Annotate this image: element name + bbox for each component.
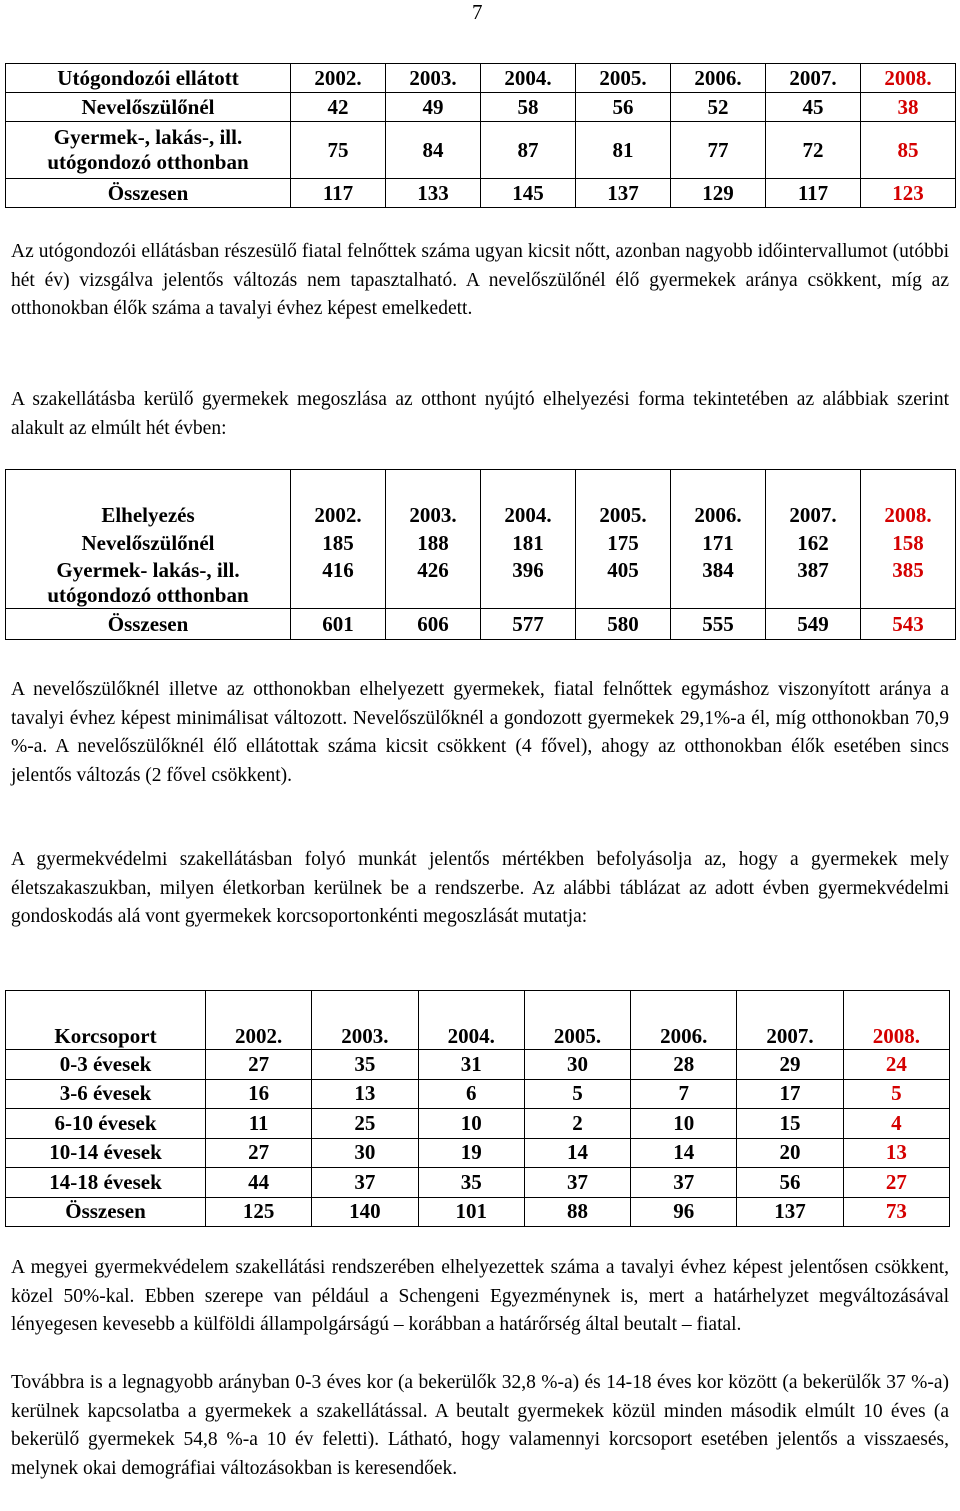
table-cell: 27 [206, 1050, 312, 1080]
table-cell: 385 [861, 558, 956, 609]
table-cell: 73 [843, 1197, 949, 1227]
header-cell: 2002. [291, 64, 386, 93]
table-cell: 10 [418, 1109, 524, 1139]
header-cell: 2003. [386, 64, 481, 93]
table-cell: 17 [737, 1079, 843, 1109]
table-cell: 606 [386, 609, 481, 640]
table-cell: 19 [418, 1138, 524, 1168]
table-row [6, 122, 956, 179]
table-cell: 577 [481, 609, 576, 640]
table-cell: 37 [524, 1168, 630, 1198]
row-label: Összesen [6, 1197, 206, 1227]
table-cell: 52 [671, 93, 766, 122]
table-header-row [6, 470, 956, 529]
table-cell: 30 [312, 1138, 418, 1168]
table-cell: 117 [291, 179, 386, 208]
table-row [6, 1109, 950, 1139]
table-cell: 580 [576, 609, 671, 640]
page-number: 7 [472, 0, 483, 24]
table-cell: 28 [631, 1050, 737, 1080]
paragraph: A megyei gyermekvédelem szakellátási rendszerében elhelyezettek száma a tavalyi évhez képest jelentősen csökkent, közel 50%-kal. Ebben szerepe van például a Schengeni Egyezménynek is, mert a határhelyzet megváltozásával lényegesen kevesebb a külföldi állampolgárságú – korábban a határőrség által beutalt – fiatal. [11, 1257, 949, 1335]
table-row [6, 1197, 950, 1227]
table-cell: 175 [576, 528, 671, 558]
row-label: Összesen [6, 179, 291, 208]
age-group-table [5, 990, 950, 1227]
table-cell: 49 [386, 93, 481, 122]
table-cell: 396 [481, 558, 576, 609]
header-cell: 2003. [386, 470, 481, 529]
table-cell: 125 [206, 1197, 312, 1227]
paragraph: Az utógondozói ellátásban részesülő fiatal felnőttek száma ugyan kicsit nőtt, azonban nagyobb időintervallumot (utóbbi hét év) vizsgálva jelentős változás nem tapasztalható. A nevelőszülőnél élő gyermekek aránya csökkent, míg az otthonokban élők száma a tavalyi évhez képest emelkedett. [11, 241, 949, 319]
table-cell: 543 [861, 609, 956, 640]
row-label: 14-18 évesek [6, 1168, 206, 1198]
table-cell: 84 [386, 122, 481, 179]
table-row [6, 93, 956, 122]
table-cell: 25 [312, 1109, 418, 1139]
row-label: 3-6 évesek [6, 1079, 206, 1109]
table-cell: 416 [291, 558, 386, 609]
table-row [6, 528, 956, 558]
header-cell: 2007. [737, 991, 843, 1050]
paragraph: A nevelőszülőknél illetve az otthonokban elhelyezett gyermekek, fiatal felnőttek egymáshoz viszonyított aránya a tavalyi évhez képest minimálisat változott. Nevelőszülőknél a gondozott gyermekek 29,1%-a él, míg otthonokban 70,9 %-a. A nevelőszülőknél élő ellátottak száma kicsit csökkent (4 fővel), ahogy az otthonokban élők esetében sincs jelentős változás (2 fővel csökkent). [11, 679, 949, 786]
header-cell: 2007. [766, 64, 861, 93]
table-cell: 7 [631, 1079, 737, 1109]
table-cell: 601 [291, 609, 386, 640]
table-row [6, 179, 956, 208]
table-cell: 45 [766, 93, 861, 122]
table-cell: 549 [766, 609, 861, 640]
header-cell: 2003. [312, 991, 418, 1050]
row-label: Nevelőszülőnél [6, 528, 291, 558]
table-cell: 188 [386, 528, 481, 558]
table-cell: 75 [291, 122, 386, 179]
row-label: Összesen [6, 609, 291, 640]
table-row [6, 1138, 950, 1168]
table-cell: 13 [312, 1079, 418, 1109]
table-cell: 14 [524, 1138, 630, 1168]
table-cell: 56 [737, 1168, 843, 1198]
header-cell: 2004. [481, 470, 576, 529]
table-cell: 15 [737, 1109, 843, 1139]
table-cell: 30 [524, 1050, 630, 1080]
table-cell: 10 [631, 1109, 737, 1139]
table-cell: 16 [206, 1079, 312, 1109]
table-cell: 11 [206, 1109, 312, 1139]
table-cell: 6 [418, 1079, 524, 1109]
table-cell: 24 [843, 1050, 949, 1080]
table-cell: 29 [737, 1050, 843, 1080]
table-row [6, 1050, 950, 1080]
header-cell: 2007. [766, 470, 861, 529]
header-cell: 2002. [291, 470, 386, 529]
row-label: 0-3 évesek [6, 1050, 206, 1080]
header-cell: 2002. [206, 991, 312, 1050]
header-cell: 2005. [576, 64, 671, 93]
header-cell: 2006. [671, 64, 766, 93]
header-cell: 2006. [631, 991, 737, 1050]
table-row [6, 558, 956, 609]
table-cell: 185 [291, 528, 386, 558]
header-cell: 2006. [671, 470, 766, 529]
table-cell: 38 [861, 93, 956, 122]
row-label: Gyermek- lakás-, ill. utógondozó otthonban [6, 558, 291, 609]
table-cell: 117 [766, 179, 861, 208]
table-cell: 37 [312, 1168, 418, 1198]
table-cell: 140 [312, 1197, 418, 1227]
table-cell: 27 [843, 1168, 949, 1198]
table-cell: 2 [524, 1109, 630, 1139]
header-cell: 2008. [861, 470, 956, 529]
header-cell: 2005. [576, 470, 671, 529]
paragraph: A szakellátásba kerülő gyermekek megoszlása az otthont nyújtó elhelyezési forma tekintetében az alábbiak szerint alakult az elmúlt hét évben: [11, 389, 949, 439]
table-cell: 87 [481, 122, 576, 179]
table-cell: 14 [631, 1138, 737, 1168]
table-cell: 35 [312, 1050, 418, 1080]
table-header-row [6, 64, 956, 93]
paragraph: Továbbra is a legnagyobb arányban 0-3 éves kor (a bekerülők 32,8 %-a) és 14-18 éves kor között (a bekerülők 37 %-a) kerülnek kapcsolatba a gyermekek a szakellátással. A beutalt gyermekek közül minden második elmúlt 10 éves (a bekerülő gyermekek 54,8 %-a 10 év feletti). Látható, hogy valamennyi korcsoport esetében jelentős a visszaesés, melynek okai demográfiai változásokban is keresendőek. [11, 1372, 949, 1479]
table-cell: 56 [576, 93, 671, 122]
row-label: 6-10 évesek [6, 1109, 206, 1139]
table-cell: 145 [481, 179, 576, 208]
aftercare-table [5, 63, 956, 208]
header-cell: 2008. [843, 991, 949, 1050]
table-cell: 31 [418, 1050, 524, 1080]
table-cell: 44 [206, 1168, 312, 1198]
table-cell: 158 [861, 528, 956, 558]
header-cell: Korcsoport [6, 991, 206, 1050]
table-header-row [6, 991, 950, 1050]
table-cell: 555 [671, 609, 766, 640]
row-label: Nevelőszülőnél [6, 93, 291, 122]
header-cell: Utógondozói ellátott [6, 64, 291, 93]
table-cell: 35 [418, 1168, 524, 1198]
table-cell: 5 [843, 1079, 949, 1109]
table-cell: 137 [737, 1197, 843, 1227]
table-cell: 5 [524, 1079, 630, 1109]
table-cell: 171 [671, 528, 766, 558]
table-cell: 42 [291, 93, 386, 122]
header-cell: 2008. [861, 64, 956, 93]
table-cell: 4 [843, 1109, 949, 1139]
table-cell: 129 [671, 179, 766, 208]
table-cell: 133 [386, 179, 481, 208]
table-row [6, 1079, 950, 1109]
table-cell: 37 [631, 1168, 737, 1198]
table-cell: 405 [576, 558, 671, 609]
table-cell: 426 [386, 558, 481, 609]
placement-table [5, 469, 956, 640]
table-cell: 85 [861, 122, 956, 179]
table-row [6, 1168, 950, 1198]
header-cell: 2004. [481, 64, 576, 93]
paragraph: A gyermekvédelmi szakellátásban folyó munkát jelentős mértékben befolyásolja az, hogy a gyermekek mely életszakaszukban, milyen életkorban kerülnek be a rendszerbe. Az alábbi táblázat az adott évben gyermekvédelmi gondoskodás alá vont gyermekek korcsoportonkénti megoszlását mutatja: [11, 849, 949, 927]
table-cell: 88 [524, 1197, 630, 1227]
table-cell: 162 [766, 528, 861, 558]
table-cell: 77 [671, 122, 766, 179]
table-cell: 20 [737, 1138, 843, 1168]
table-row [6, 609, 956, 640]
header-cell: 2004. [418, 991, 524, 1050]
table-cell: 96 [631, 1197, 737, 1227]
row-label: Gyermek-, lakás-, ill. utógondozó otthonban [6, 122, 291, 179]
row-label: 10-14 évesek [6, 1138, 206, 1168]
table-cell: 27 [206, 1138, 312, 1168]
table-cell: 123 [861, 179, 956, 208]
header-cell: 2005. [524, 991, 630, 1050]
table-cell: 81 [576, 122, 671, 179]
table-cell: 387 [766, 558, 861, 609]
table-cell: 13 [843, 1138, 949, 1168]
table-cell: 72 [766, 122, 861, 179]
table-cell: 384 [671, 558, 766, 609]
header-cell: Elhelyezés [6, 470, 291, 529]
table-cell: 101 [418, 1197, 524, 1227]
table-cell: 137 [576, 179, 671, 208]
table-cell: 181 [481, 528, 576, 558]
table-cell: 58 [481, 93, 576, 122]
